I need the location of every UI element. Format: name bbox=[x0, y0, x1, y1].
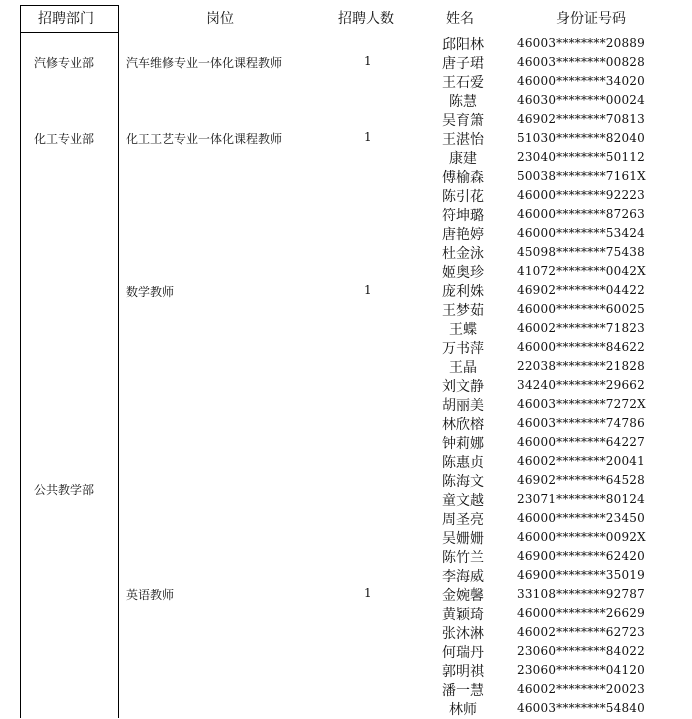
dept-cell: 汽修专业部 bbox=[34, 56, 95, 70]
candidate-id: 46900********62420 bbox=[517, 549, 645, 563]
candidate-name: 陈竹兰 bbox=[442, 550, 484, 566]
candidate-id: 46902********64528 bbox=[517, 473, 645, 487]
candidate-id: 46900********35019 bbox=[517, 568, 645, 582]
candidate-id: 33108********92787 bbox=[517, 587, 645, 601]
candidate-name: 邱阳林 bbox=[442, 37, 484, 53]
candidate-name: 姬奥珍 bbox=[442, 265, 484, 281]
candidate-name: 黄颖琦 bbox=[442, 607, 484, 623]
candidate-id: 46902********04422 bbox=[517, 283, 645, 297]
candidate-name: 陈引花 bbox=[442, 189, 484, 205]
candidate-id: 41072********0042X bbox=[517, 264, 646, 278]
candidate-id: 23060********04120 bbox=[517, 663, 645, 677]
candidate-name: 林欣榕 bbox=[442, 417, 484, 433]
position-cell: 汽车维修专业一体化课程教师 bbox=[126, 56, 283, 70]
candidate-id: 46003********00828 bbox=[517, 55, 645, 69]
count-cell: 1 bbox=[364, 283, 372, 297]
candidate-id: 46002********71823 bbox=[517, 321, 645, 335]
candidate-id: 23040********50112 bbox=[517, 150, 645, 164]
candidate-name: 周圣亮 bbox=[442, 512, 484, 528]
candidate-name: 唐艳婷 bbox=[442, 227, 484, 243]
candidate-name: 李海威 bbox=[442, 569, 484, 585]
header-count: 招聘人数 bbox=[338, 11, 394, 27]
candidate-id: 46002********62723 bbox=[517, 625, 645, 639]
candidate-name: 陈海文 bbox=[442, 474, 484, 490]
header-top-border bbox=[20, 5, 119, 6]
candidate-id: 46000********0092X bbox=[517, 530, 646, 544]
candidate-id: 46003********7272X bbox=[517, 397, 646, 411]
candidate-id: 50038********7161X bbox=[517, 169, 646, 183]
candidate-id: 46002********20023 bbox=[517, 682, 645, 696]
candidate-name: 王湛怡 bbox=[442, 132, 484, 148]
position-cell: 化工工艺专业一体化课程教师 bbox=[126, 132, 283, 146]
candidate-id: 46000********64227 bbox=[517, 435, 645, 449]
position-cell: 英语教师 bbox=[126, 588, 175, 602]
header-bottom-border bbox=[20, 32, 119, 33]
candidate-name: 唐子珺 bbox=[442, 56, 484, 72]
candidate-id: 46000********34020 bbox=[517, 74, 645, 88]
candidate-name: 王晶 bbox=[449, 360, 477, 376]
candidate-name: 吴姗姗 bbox=[442, 531, 484, 547]
candidate-name: 郭明祺 bbox=[442, 664, 484, 680]
dept-cell: 化工专业部 bbox=[34, 132, 95, 146]
candidate-name: 钟莉娜 bbox=[442, 436, 484, 452]
candidate-id: 34240********29662 bbox=[517, 378, 645, 392]
candidate-name: 陈慧 bbox=[449, 94, 477, 110]
candidate-name: 杜金泳 bbox=[442, 246, 484, 262]
candidate-name: 金婉馨 bbox=[442, 588, 484, 604]
candidate-name: 童文越 bbox=[442, 493, 484, 509]
candidate-name: 陈惠贞 bbox=[442, 455, 484, 471]
candidate-name: 吴育箫 bbox=[442, 113, 484, 129]
candidate-name: 傅榆森 bbox=[442, 170, 484, 186]
candidate-id: 23071********80124 bbox=[517, 492, 645, 506]
count-cell: 1 bbox=[364, 586, 372, 600]
position-cell: 数学教师 bbox=[126, 285, 175, 299]
candidate-name: 庞利姝 bbox=[442, 284, 484, 300]
candidate-name: 王梦茹 bbox=[442, 303, 484, 319]
candidate-name: 王石爱 bbox=[442, 75, 484, 91]
header-position: 岗位 bbox=[206, 11, 234, 27]
candidate-id: 46003********20889 bbox=[517, 36, 645, 50]
count-cell: 1 bbox=[364, 54, 372, 68]
candidate-id: 46002********20041 bbox=[517, 454, 645, 468]
dept-cell: 公共教学部 bbox=[34, 483, 95, 497]
candidate-id: 46000********23450 bbox=[517, 511, 645, 525]
candidate-name: 胡丽美 bbox=[442, 398, 484, 414]
left-border bbox=[20, 5, 21, 718]
candidate-name: 张沐淋 bbox=[442, 626, 484, 642]
candidate-name: 刘文静 bbox=[442, 379, 484, 395]
header-name: 姓名 bbox=[446, 11, 474, 27]
header-id: 身份证号码 bbox=[556, 11, 626, 27]
candidate-name: 王蝶 bbox=[449, 322, 477, 338]
candidate-name: 林师 bbox=[449, 702, 477, 718]
candidate-id: 46902********70813 bbox=[517, 112, 645, 126]
candidate-id: 46003********74786 bbox=[517, 416, 645, 430]
candidate-id: 46000********26629 bbox=[517, 606, 645, 620]
candidate-name: 康建 bbox=[449, 151, 477, 167]
col-divider bbox=[118, 5, 119, 718]
candidate-id: 46000********87263 bbox=[517, 207, 645, 221]
candidate-name: 何瑞丹 bbox=[442, 645, 484, 661]
candidate-id: 23060********84022 bbox=[517, 644, 645, 658]
candidate-id: 46000********84622 bbox=[517, 340, 645, 354]
candidate-id: 22038********21828 bbox=[517, 359, 645, 373]
candidate-id: 46000********53424 bbox=[517, 226, 645, 240]
candidate-id: 46000********92223 bbox=[517, 188, 645, 202]
candidate-id: 46000********60025 bbox=[517, 302, 645, 316]
candidate-id: 46003********54840 bbox=[517, 701, 645, 715]
candidate-name: 符坤璐 bbox=[442, 208, 484, 224]
candidate-id: 46030********00024 bbox=[517, 93, 645, 107]
count-cell: 1 bbox=[364, 130, 372, 144]
candidate-id: 45098********75438 bbox=[517, 245, 645, 259]
candidate-id: 51030********82040 bbox=[517, 131, 645, 145]
candidate-name: 万书萍 bbox=[442, 341, 484, 357]
candidate-name: 潘一慧 bbox=[442, 683, 484, 699]
header-dept: 招聘部门 bbox=[38, 11, 94, 27]
